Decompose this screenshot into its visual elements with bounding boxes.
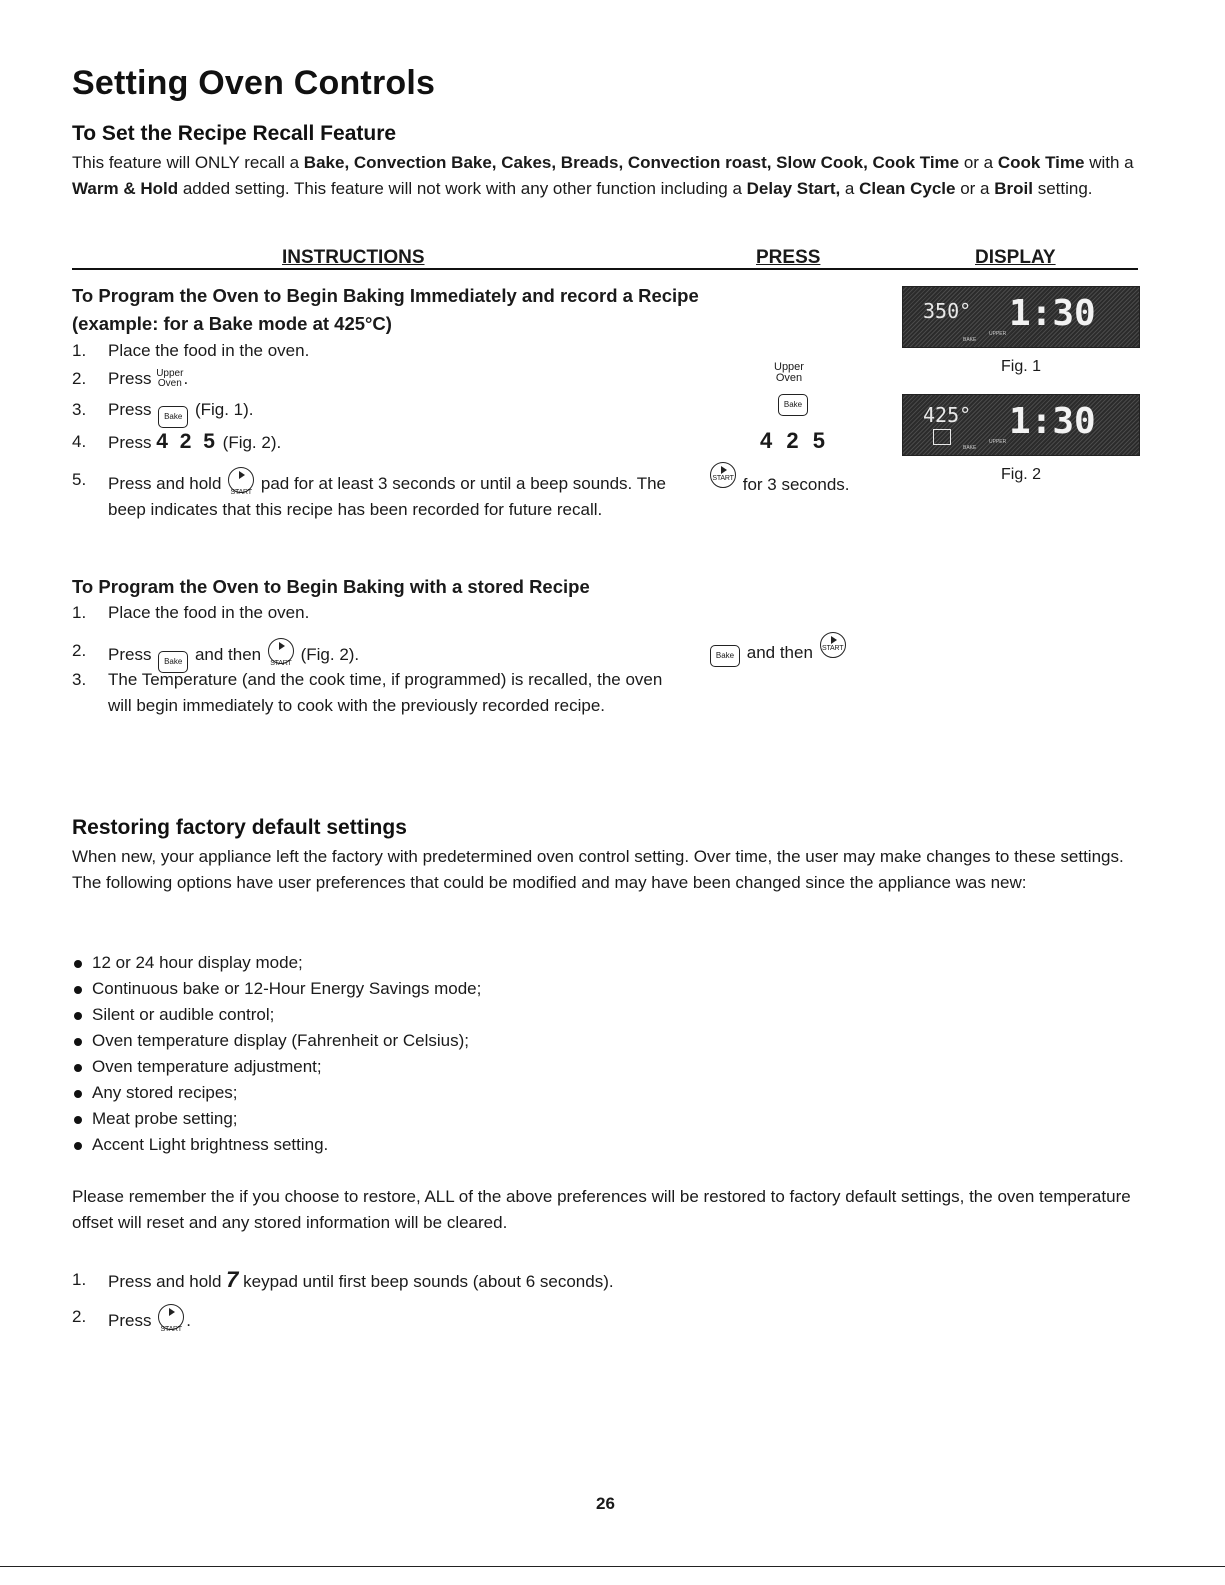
press-bake-key-icon: Bake bbox=[710, 645, 740, 667]
press-bake-key-icon: Bake bbox=[778, 394, 808, 416]
list-item: Oven temperature display (Fahrenheit or Celsius); bbox=[72, 1028, 481, 1054]
list-item: Silent or audible control; bbox=[72, 1002, 481, 1028]
start-key-icon: START bbox=[228, 467, 254, 493]
press-425: 4 2 5 bbox=[760, 428, 829, 453]
list-item: Any stored recipes; bbox=[72, 1080, 481, 1106]
recall-intro: This feature will ONLY recall a Bake, Convection Bake, Cakes, Breads, Convection roast, Slow Cook, Cook Time or a Cook Time with a Warm & Hold added setting. This feature will not work with any other function including a Delay Start, a Clean Cycle or a Broil setting. bbox=[72, 153, 1134, 198]
section2-heading: To Program the Oven to Begin Baking with a stored Recipe bbox=[72, 576, 590, 597]
press-upper-oven: Upper Oven bbox=[774, 361, 804, 384]
list-item: Meat probe setting; bbox=[72, 1106, 481, 1132]
list-item: Continuous bake or 12-Hour Energy Savings mode; bbox=[72, 976, 481, 1002]
column-header-press: PRESS bbox=[756, 247, 821, 268]
column-header-instructions: INSTRUCTIONS bbox=[282, 247, 425, 268]
upper-oven-key: Upper Oven bbox=[156, 368, 184, 389]
fig2-caption: Fig. 2 bbox=[1001, 466, 1042, 483]
list-item: Oven temperature adjustment; bbox=[72, 1054, 481, 1080]
bottom-rule bbox=[0, 1566, 1225, 1567]
oven-display-fig1: 350° 1:30 BAKE UPPER bbox=[902, 286, 1140, 348]
fig1-caption: Fig. 1 bbox=[1001, 358, 1042, 375]
section1-heading: To Program the Oven to Begin Baking Immediately and record a Recipe (example: for a Bake mode at 425°C) bbox=[72, 285, 699, 334]
list-item: Accent Light brightness setting. bbox=[72, 1132, 481, 1158]
restore-note: Please remember the if you choose to restore, ALL of the above preferences will be restored to factory default settings, the oven temperature offset will reset and any stored information will be cleared. bbox=[72, 1187, 1131, 1232]
press-start-key-icon: START bbox=[820, 632, 846, 658]
bake-key-icon: Bake bbox=[158, 651, 188, 673]
restore-options-list bbox=[72, 950, 481, 1158]
press-start-hold: START for 3 seconds. bbox=[708, 462, 850, 489]
press-bake-then-start: Bake and then START bbox=[708, 632, 848, 667]
restore-intro: When new, your appliance left the factory with predetermined oven control setting. Over time, the user may make changes to these settings. The following options have user preferences that could be modified and may have been changed since the appliance was new: bbox=[72, 847, 1124, 892]
list-item: 12 or 24 hour display mode; bbox=[72, 950, 481, 976]
column-header-display: DISPLAY bbox=[975, 247, 1056, 268]
header-rule bbox=[72, 268, 1138, 270]
bake-key-icon: Bake bbox=[158, 406, 188, 428]
oven-display-fig2: 425° 1:30 BAKE UPPER bbox=[902, 394, 1140, 456]
start-key-icon: START bbox=[158, 1304, 184, 1330]
restore-heading: Restoring factory default settings bbox=[72, 816, 407, 839]
page-title: Setting Oven Controls bbox=[72, 64, 436, 102]
page-number: 26 bbox=[596, 1494, 615, 1513]
recall-heading: To Set the Recipe Recall Feature bbox=[72, 122, 397, 145]
press-start-key-icon: START bbox=[710, 462, 736, 488]
start-key-icon: START bbox=[268, 638, 294, 664]
